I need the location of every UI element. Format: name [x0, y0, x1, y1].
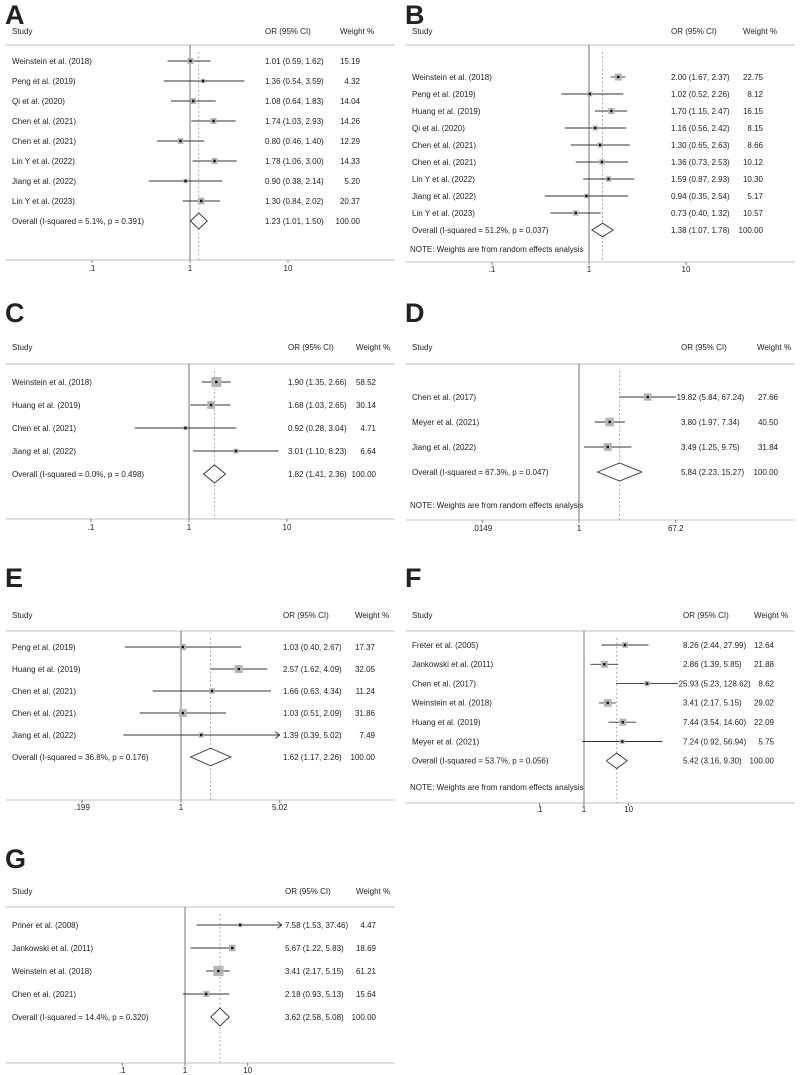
study-label: Chen et al. (2021) — [12, 686, 77, 696]
x-axis-tick-label: 1 — [178, 803, 184, 812]
or-ci-value: 2.57 (1.62, 4.09) — [283, 664, 342, 674]
or-ci-value: 1.39 (0.39, 5.02) — [283, 730, 342, 740]
or-ci-value: 2.18 (0.93, 5.13) — [285, 989, 344, 999]
or-ci-value: 0.92 (0.28, 3.04) — [288, 423, 347, 433]
effect-marker-dot — [624, 644, 626, 646]
effect-marker-dot — [589, 93, 591, 95]
overall-or-ci-value: 5.84 (2.23, 15.27) — [681, 467, 745, 477]
study-label: Chen et al. (2017) — [412, 679, 477, 689]
effect-marker-dot — [200, 200, 202, 202]
overall-weight-value: 100.00 — [351, 469, 376, 479]
col-header-or: OR (95% CI) — [683, 611, 729, 620]
x-axis-tick-label: .1 — [87, 523, 95, 532]
or-ci-value: 3.41 (2.17, 5.15) — [683, 698, 742, 708]
weight-value: 40.50 — [757, 417, 778, 427]
x-axis-tick-label: 1 — [581, 805, 587, 814]
effect-marker-dot — [238, 668, 240, 670]
x-axis-tick-label: 1 — [576, 524, 582, 533]
x-axis-tick-label: .0149 — [472, 524, 493, 533]
col-header-weight: Weight % — [355, 611, 390, 620]
or-ci-value: 1.02 (0.52, 2.26) — [671, 89, 730, 99]
x-axis-tick-label: 10 — [282, 523, 292, 532]
x-axis-tick-label: .1 — [488, 265, 496, 274]
weight-value: 8.66 — [747, 140, 763, 150]
study-label: Huang et al. (2019) — [12, 400, 81, 410]
col-header-or: OR (95% CI) — [265, 27, 311, 36]
panel-letter: G — [5, 844, 27, 874]
effect-marker-dot — [601, 161, 603, 163]
weight-value: 5.20 — [344, 176, 360, 186]
weight-value: 29.02 — [753, 698, 774, 708]
or-ci-value: 1.30 (0.65, 2.63) — [671, 140, 730, 150]
effect-marker-dot — [603, 663, 605, 665]
or-ci-value: 1.70 (1.15, 2.47) — [671, 106, 730, 116]
or-ci-value: 3.01 (1.10, 8.23) — [288, 446, 347, 456]
study-label: Chen et al. (2017) — [412, 392, 477, 402]
or-ci-value: 1.36 (0.73, 2.53) — [671, 157, 730, 167]
panel-C-svg — [0, 295, 400, 560]
study-label: Lin Y et al. (2023) — [12, 196, 75, 206]
or-ci-value: 7.58 (1.53, 37.46) — [285, 920, 349, 930]
col-header-weight: Weight % — [356, 343, 391, 352]
weight-value: 7.49 — [359, 730, 375, 740]
effect-marker-dot — [647, 396, 649, 398]
study-label: Lin Y et al. (2022) — [12, 156, 75, 166]
effect-marker-dot — [182, 712, 184, 714]
panel-E — [0, 560, 400, 830]
overall-diamond — [190, 213, 207, 229]
effect-marker-dot — [621, 740, 623, 742]
study-label: Chen et al. (2021) — [12, 116, 77, 126]
effect-marker-dot — [585, 195, 587, 197]
col-header-weight: Weight % — [356, 887, 391, 896]
study-label: Huang et al. (2019) — [412, 106, 481, 116]
effect-marker-dot — [184, 180, 186, 182]
or-ci-value: 1.08 (0.64, 1.83) — [265, 96, 324, 106]
effect-marker-dot — [617, 76, 619, 78]
overall-diamond — [606, 753, 627, 768]
overall-or-ci-value: 1.23 (1.01, 1.50) — [265, 216, 324, 226]
or-ci-value: 7.44 (3.54, 14.60) — [683, 718, 747, 727]
overall-weight-value: 100.00 — [351, 1012, 376, 1022]
weight-value: 22.09 — [753, 718, 774, 727]
x-axis-tick-label: 10 — [681, 265, 691, 274]
study-label: Huang et al. (2019) — [12, 664, 81, 674]
effect-marker-dot — [210, 404, 212, 406]
overall-diamond — [597, 463, 641, 481]
effect-marker-dot — [182, 646, 184, 648]
overall-diamond — [211, 1008, 229, 1026]
panel-A — [0, 0, 400, 290]
study-label: Meyer et al. (2021) — [412, 417, 480, 427]
study-label: Weinstein et al. (2018) — [412, 72, 492, 82]
or-ci-value: 0.73 (0.40, 1.32) — [671, 208, 730, 218]
weight-value: 8.62 — [758, 679, 774, 689]
ci-arrowhead — [275, 732, 280, 735]
weight-value: 32.05 — [354, 664, 375, 674]
panel-letter: A — [5, 0, 25, 30]
study-label: Peng et al. (2019) — [12, 642, 76, 652]
overall-or-ci-value: 1.62 (1.17, 2.26) — [283, 752, 342, 762]
panel-F-svg — [400, 560, 800, 830]
x-axis-tick-label: 10 — [283, 264, 293, 273]
weights-note: NOTE: Weights are from random effects analysis — [410, 783, 584, 792]
weight-value: 30.14 — [355, 400, 376, 410]
panel-A-svg — [0, 0, 400, 290]
panel-D-svg — [400, 295, 800, 560]
effect-marker-dot — [231, 947, 233, 949]
overall-label: Overall (I-squared = 53.7%, p = 0.056) — [412, 756, 549, 766]
effect-marker-dot — [212, 120, 214, 122]
or-ci-value: 1.01 (0.59, 1.62) — [265, 56, 324, 66]
x-axis-tick-label: 1 — [186, 523, 192, 532]
or-ci-value: 5.67 (1.22, 5.83) — [285, 943, 344, 953]
effect-marker-dot — [202, 80, 204, 82]
effect-marker-dot — [610, 110, 612, 112]
panel-C — [0, 295, 400, 560]
study-label: Priner et al. (2008) — [12, 920, 79, 930]
x-axis-tick-label: 1 — [187, 264, 193, 273]
study-label: Lin Y et al. (2023) — [412, 208, 475, 218]
panel-letter: D — [405, 298, 425, 328]
weight-value: 31.86 — [354, 708, 375, 718]
study-label: Qi et al. (2020) — [412, 123, 465, 133]
col-header-or: OR (95% CI) — [283, 611, 329, 620]
x-axis-tick-label: .1 — [88, 264, 96, 273]
or-ci-value: 7.24 (0.92, 56.94) — [683, 737, 747, 747]
study-label: Meyer et al. (2021) — [412, 737, 480, 747]
weight-value: 12.29 — [339, 136, 360, 146]
weights-note: NOTE: Weights are from random effects analysis — [410, 501, 584, 510]
or-ci-value: 1.03 (0.51, 2.09) — [283, 708, 342, 718]
weight-value: 4.47 — [360, 920, 376, 930]
effect-marker-dot — [607, 702, 609, 704]
effect-marker-dot — [179, 140, 181, 142]
x-axis-tick-label: .1 — [536, 805, 543, 814]
col-header-weight: Weight % — [743, 27, 778, 36]
overall-or-ci-value: 5.42 (3.16, 9.30) — [683, 756, 742, 766]
weight-value: 10.12 — [742, 157, 763, 167]
weight-value: 4.32 — [344, 76, 360, 86]
col-header-weight: Weight % — [340, 27, 375, 36]
study-label: Qi et al. (2020) — [12, 96, 65, 106]
panel-B-svg — [400, 0, 800, 290]
study-label: Lin Y et al. (2022) — [412, 174, 475, 184]
overall-or-ci-value: 3.62 (2.58, 5.08) — [285, 1012, 344, 1022]
overall-label: Overall (I-squared = 14.4%, p = 0.320) — [12, 1012, 149, 1022]
effect-marker-dot — [622, 721, 624, 723]
panel-F — [400, 560, 800, 830]
x-axis-tick-label: 10 — [243, 1066, 253, 1075]
or-ci-value: 25.93 (5.23, 128.62) — [678, 679, 751, 689]
weight-value: 21.88 — [753, 660, 774, 670]
study-label: Jiang et al. (2022) — [12, 730, 77, 740]
study-label: Jiang et al. (2022) — [12, 176, 77, 186]
weight-value: 15.19 — [339, 56, 360, 66]
study-label: Freter et al. (2005) — [412, 640, 479, 650]
or-ci-value: 2.86 (1.39, 5.85) — [683, 660, 742, 670]
effect-marker-dot — [213, 160, 215, 162]
or-ci-value: 3.80 (1.97, 7.34) — [681, 417, 740, 427]
effect-marker-dot — [239, 924, 241, 926]
x-axis-tick-label: 67.2 — [668, 524, 684, 533]
x-axis-tick-label: .199 — [74, 803, 90, 812]
weight-value: 22.75 — [742, 72, 763, 82]
panel-D — [400, 295, 800, 560]
overall-label: Overall (I-squared = 51.2%, p = 0.037) — [412, 225, 549, 235]
study-label: Peng et al. (2019) — [412, 89, 476, 99]
or-ci-value: 8.26 (2.44, 27.99) — [683, 640, 747, 650]
overall-weight-value: 100.00 — [350, 752, 375, 762]
col-header-study: Study — [412, 343, 433, 352]
panel-G-svg — [0, 830, 400, 1075]
or-ci-value: 19.82 (5.84, 67.24) — [676, 392, 745, 402]
overall-label: Overall (I-squared = 5.1%, p = 0.391) — [12, 216, 145, 226]
overall-or-ci-value: 1.82 (1.41, 2.36) — [288, 469, 347, 479]
x-axis-tick-label: 10 — [624, 805, 634, 814]
panel-E-svg — [0, 560, 400, 830]
or-ci-value: 1.78 (1.06, 3.00) — [265, 156, 324, 166]
weight-value: 10.30 — [742, 174, 763, 184]
weights-note: NOTE: Weights are from random effects analysis — [410, 245, 584, 254]
or-ci-value: 1.36 (0.54, 3.59) — [265, 76, 324, 86]
col-header-weight: Weight % — [757, 343, 792, 352]
x-axis-tick-label: 5.02 — [272, 803, 288, 812]
x-axis-tick-label: 1 — [182, 1066, 188, 1075]
weight-value: 11.24 — [355, 686, 375, 696]
study-label: Jankowski et al. (2011) — [412, 660, 494, 670]
overall-label: Overall (I-squared = 67.3%, p = 0.047) — [412, 467, 549, 477]
effect-marker-dot — [189, 60, 191, 62]
or-ci-value: 1.30 (0.84, 2.02) — [265, 196, 324, 206]
or-ci-value: 0.90 (0.38, 2.14) — [265, 176, 324, 186]
effect-marker-dot — [575, 212, 577, 214]
col-header-or: OR (95% CI) — [671, 27, 717, 36]
weight-value: 14.33 — [339, 156, 360, 166]
overall-diamond — [191, 748, 231, 766]
or-ci-value: 3.49 (1.25, 9.75) — [681, 442, 740, 452]
overall-weight-value: 100.00 — [753, 467, 778, 477]
col-header-weight: Weight % — [754, 611, 789, 620]
study-label: Jankowski et al. (2011) — [12, 943, 94, 953]
col-header-or: OR (95% CI) — [288, 343, 334, 352]
or-ci-value: 1.74 (1.03, 2.93) — [265, 116, 324, 126]
weight-value: 8.15 — [747, 123, 763, 133]
weight-value: 61.21 — [355, 966, 376, 976]
weight-value: 16.15 — [742, 106, 763, 116]
weight-value: 14.26 — [339, 116, 360, 126]
study-label: Chen et al. (2021) — [12, 989, 77, 999]
overall-label: Overall (I-squared = 36.8%, p = 0.176) — [12, 752, 149, 762]
study-label: Chen et al. (2021) — [412, 157, 477, 167]
weight-value: 15.64 — [355, 989, 376, 999]
study-label: Huang et al. (2019) — [412, 718, 481, 727]
panel-letter: B — [405, 0, 425, 30]
weight-value: 8.12 — [747, 89, 763, 99]
col-header-study: Study — [12, 343, 33, 352]
weight-value: 12.64 — [753, 640, 774, 650]
effect-marker-dot — [594, 127, 596, 129]
or-ci-value: 1.59 (0.87, 2.93) — [671, 174, 730, 184]
study-label: Peng et al. (2019) — [12, 76, 76, 86]
overall-or-ci-value: 1.38 (1.07, 1.78) — [671, 225, 730, 235]
study-label: Weinstein et al. (2018) — [12, 377, 92, 387]
panel-G — [0, 830, 400, 1075]
col-header-study: Study — [12, 887, 33, 896]
effect-marker-dot — [200, 734, 202, 736]
effect-marker-dot — [599, 144, 601, 146]
overall-weight-value: 100.00 — [738, 225, 763, 235]
or-ci-value: 1.16 (0.56, 2.42) — [671, 123, 730, 133]
or-ci-value: 1.03 (0.40, 2.67) — [283, 642, 342, 652]
col-header-study: Study — [12, 611, 33, 620]
weight-value: 58.52 — [355, 377, 376, 387]
weight-value: 5.17 — [747, 191, 763, 201]
effect-marker-dot — [205, 993, 207, 995]
weight-value: 5.75 — [758, 737, 774, 747]
weight-value: 4.71 — [360, 423, 376, 433]
weight-value: 27.66 — [757, 392, 778, 402]
study-label: Weinstein et al. (2018) — [412, 698, 492, 708]
study-label: Jiang et al. (2022) — [412, 191, 477, 201]
col-header-study: Study — [412, 27, 433, 36]
panel-letter: F — [405, 563, 422, 593]
effect-marker-dot — [215, 381, 217, 383]
effect-marker-dot — [646, 682, 648, 684]
col-header-or: OR (95% CI) — [285, 887, 331, 896]
overall-diamond — [204, 465, 226, 483]
or-ci-value: 1.90 (1.35, 2.66) — [288, 377, 347, 387]
col-header-study: Study — [12, 27, 33, 36]
or-ci-value: 3.41 (2.17, 5.15) — [285, 966, 344, 976]
weight-value: 10.57 — [742, 208, 763, 218]
effect-marker-dot — [609, 421, 611, 423]
weight-value: 31.84 — [757, 442, 778, 452]
weight-value: 18.69 — [355, 943, 376, 953]
study-label: Jiang et al. (2022) — [412, 442, 477, 452]
study-label: Chen et al. (2021) — [412, 140, 477, 150]
x-axis-tick-label: 1 — [586, 265, 592, 274]
ci-arrowhead — [275, 735, 280, 738]
weight-value: 17.37 — [354, 642, 375, 652]
effect-marker-dot — [607, 178, 609, 180]
or-ci-value: 1.68 (1.03, 2.65) — [288, 400, 347, 410]
overall-label: Overall (I-squared = 0.0%, p = 0.498) — [12, 469, 145, 479]
or-ci-value: 0.80 (0.46, 1.40) — [265, 136, 324, 146]
col-header-or: OR (95% CI) — [681, 343, 727, 352]
x-axis-tick-label: .1 — [118, 1066, 126, 1075]
effect-marker-dot — [235, 450, 237, 452]
or-ci-value: 0.94 (0.35, 2.54) — [671, 191, 730, 201]
overall-weight-value: 100.00 — [335, 216, 360, 226]
study-label: Weinstein et al. (2018) — [12, 966, 92, 976]
ci-arrowhead — [278, 922, 283, 925]
effect-marker-dot — [192, 100, 194, 102]
study-label: Chen et al. (2021) — [12, 708, 77, 718]
study-label: Weinstein et al. (2018) — [12, 56, 92, 66]
weight-value: 20.37 — [339, 196, 360, 206]
or-ci-value: 1.66 (0.63, 4.34) — [283, 686, 342, 696]
weight-value: 14.04 — [339, 96, 360, 106]
weight-value: 6.64 — [360, 446, 376, 456]
panel-letter: E — [5, 563, 24, 593]
study-label: Jiang et al. (2022) — [12, 446, 77, 456]
col-header-study: Study — [412, 611, 433, 620]
panel-letter: C — [5, 298, 25, 328]
effect-marker-dot — [607, 446, 609, 448]
study-label: Chen et al. (2021) — [12, 136, 77, 146]
overall-diamond — [592, 223, 613, 237]
effect-marker-dot — [217, 970, 219, 972]
panel-B — [400, 0, 800, 290]
or-ci-value: 2.00 (1.67, 2.37) — [671, 72, 730, 82]
effect-marker-dot — [211, 690, 213, 692]
study-label: Chen et al. (2021) — [12, 423, 77, 433]
ci-arrowhead — [278, 925, 283, 928]
overall-weight-value: 100.00 — [749, 756, 774, 766]
effect-marker-dot — [184, 427, 186, 429]
